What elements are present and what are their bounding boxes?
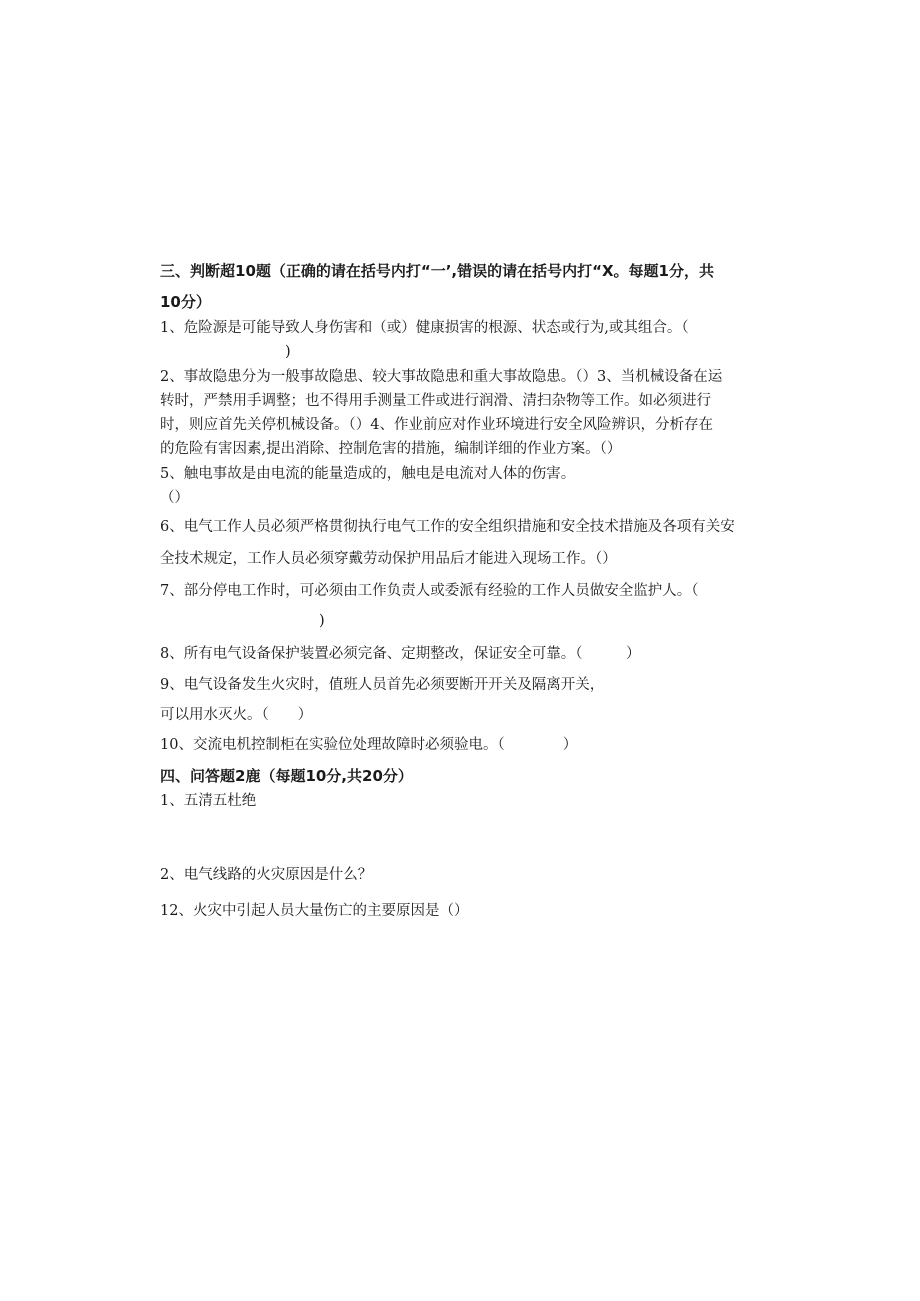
question-2-line2: 转时，严禁用手调整；也不得用手测量工件或进行润滑、清扫杂物等工作。如必须进行 <box>160 393 711 409</box>
section4-heading: 四、问答题2鹿（每题10分,共20分） <box>160 767 413 785</box>
question-2-line3: 时，则应首先关停机械设备。（）4、作业前应对作业环境进行安全风险辨识，分析存在 <box>160 417 713 433</box>
question-6-line2: 全技术规定，工作人员必须穿戴劳动保护用品后才能进入现场工作。（） <box>160 551 617 567</box>
question-2-line4: 的危险有害因素,提出消除、控制危害的措施，编制详细的作业方案。（） <box>160 441 622 457</box>
question-1-line1: 1、危险源是可能导致人身伤害和（或）健康损害的根源、状态或行为,或其组合。（ <box>160 320 689 336</box>
section4-question-2: 2、电气线路的火灾原因是什么？ <box>160 867 373 883</box>
section4-question-12: 12、火灾中引起人员大量伤亡的主要原因是（） <box>160 903 469 919</box>
question-2-line1: 2、事故隐患分为一般事故隐患、较大事故隐患和重大事故隐患。（）3、当机械设备在运 <box>160 369 723 385</box>
question-6-line1: 6、电气工作人员必须严格贯彻执行电气工作的安全组织措施和安全技术措施及各项有关安 <box>160 519 735 535</box>
question-9-line1: 9、电气设备发生火灾时，值班人员首先必须要断开开关及隔离开关， <box>160 677 605 693</box>
question-9-line2: 可以用水灭火。（ ） <box>160 707 313 723</box>
question-7-line2: ) <box>319 613 325 629</box>
section4-question-1: 1、五清五杜绝 <box>160 793 257 809</box>
question-5-line2: （） <box>160 490 189 506</box>
question-8: 8、所有电气设备保护装置必须完备、定期整改，保证安全可靠。（ ） <box>160 646 641 662</box>
question-10: 10、交流电机控制柜在实验位处理故障时必须验电。（ ） <box>160 737 578 753</box>
section3-heading-line2: 10分） <box>160 293 211 311</box>
section3-heading-line1: 三、判断超10题（正确的请在括号内打“一’,错误的请在括号内打“X。每题1分，共 <box>160 262 714 280</box>
question-7-line1: 7、部分停电工作时，可必须由工作负责人或委派有经验的工作人员做安全监护人。（ <box>160 583 699 599</box>
question-5-line1: 5、触电事故是由电流的能量造成的，触电是电流对人体的伤害。 <box>160 466 576 482</box>
question-1-line2: ) <box>285 344 291 360</box>
